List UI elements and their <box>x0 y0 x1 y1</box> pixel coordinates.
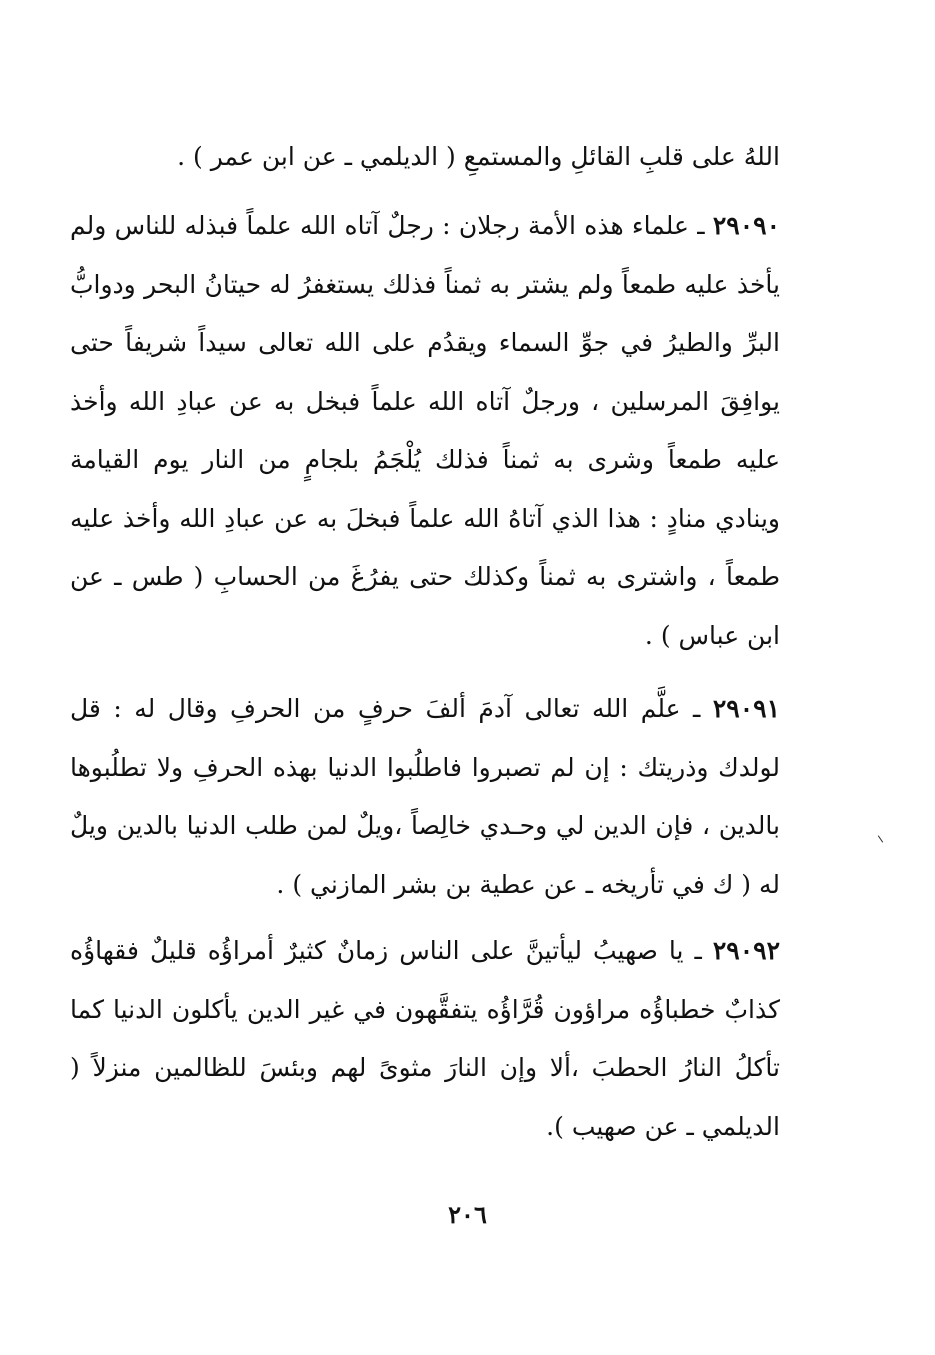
hadith-text: ـ يا صهيبُ ليأتينَّ على الناس زمانٌ كثيرٌ أمراؤُه قليلٌ فقهاؤُه كذابٌ خطباؤُه مراؤون قُرَّاؤُه يتفقَّهون في غير الدين يأكلون الدنيا كما تأكلُ النارُ الحطبَ ،ألا وإن النارَ مثوىً لهم وبئسَ للظالمين منزلاً ( الديلمي ـ عن صهيب ). <box>70 936 780 1141</box>
paragraph-text: اللهُ على قلبِ القائلِ والمستمعِ ( الديلمي ـ عن ابن عمر ) . <box>177 142 780 171</box>
paragraph-continuation <box>70 128 780 187</box>
hadith-29092 <box>70 922 780 1156</box>
hadith-number: ٢٩٠٩٢ <box>712 936 780 965</box>
margin-mark <box>878 835 883 842</box>
hadith-29090 <box>70 197 780 665</box>
hadith-text: ـ علَّم الله تعالى آدمَ ألفَ حرفٍ من الحرفِ وقال له : قل لولدك وذريتك : إن لم تصبروا فاطلُبوا الدنيا بهذه الحرفِ ولا تطلُبوها بالدين ، فإن الدين لي وحـدي خالِصاً ،ويلٌ لمن طلب الدنيا بالدين ويلٌ له ( ك في تأريخه ـ عن عطية بن بشر المازني ) . <box>70 694 780 899</box>
hadith-29091 <box>70 680 780 914</box>
hadith-text: ـ علماء هذه الأمة رجلان : رجلٌ آتاه الله علماً فبذله للناس ولم يأخذ عليه طمعاً ولم يشتر به ثمناً فذلك يستغفرُ له حيتانُ البحر ودوابُّ البرِّ والطيرُ في جوِّ السماء ويقدُم على الله تعالى سيداً شريفاً حتى يوافِقَ المرسلين ، ورجلٌ آتاه الله علماً فبخل به عن عبادِ الله وأخذ عليه طمعاً وشرى به ثمناً فذلك يُلْجَمُ بلجامٍ من النار يوم القيامة وينادي منادٍ : هذا الذي آتاهُ الله علماً فبخلَ به عن عبادِ الله وأخذ عليه طمعاً ، واشترى به ثمناً وكذلك حتى يفرُغَ من الحسابِ ( طس ـ عن ابن عباس ) . <box>70 211 780 650</box>
page-number: ٢٠٦ <box>448 1200 487 1229</box>
hadith-number: ٢٩٠٩١ <box>712 694 780 723</box>
hadith-number: ٢٩٠٩٠ <box>712 211 780 240</box>
